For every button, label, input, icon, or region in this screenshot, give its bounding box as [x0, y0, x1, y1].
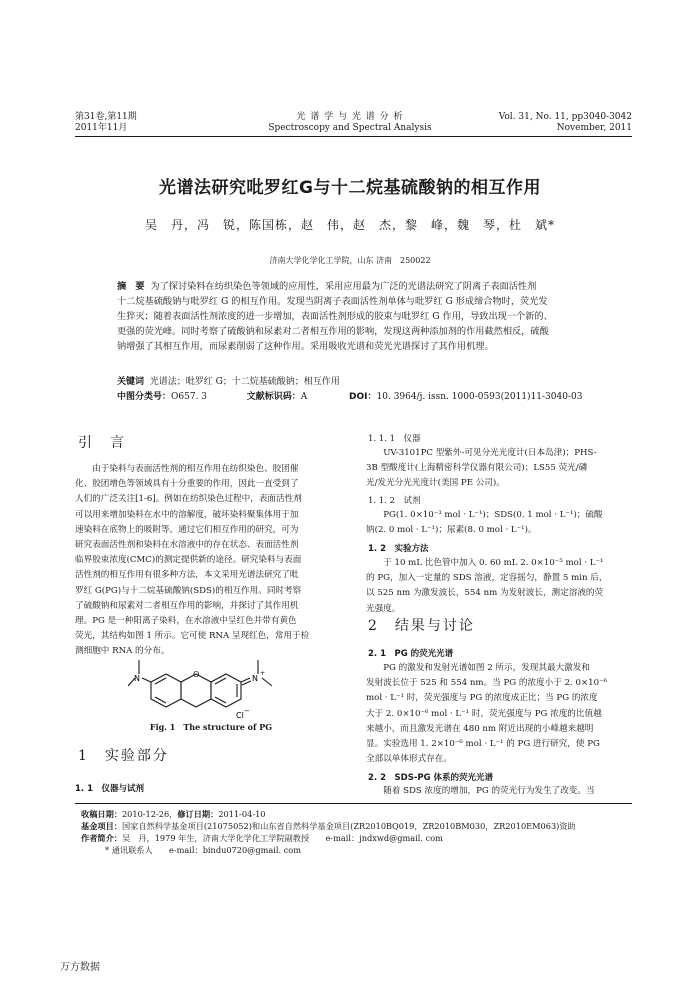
abstract-line: 十二烷基硫酸钠与吡罗红 G 的相互作用。发现当阴离子表面活性剂单体与吡罗红 G 形成缔合物时，荧光发	[117, 296, 548, 307]
text-line: PG(1. 0×10⁻³ mol · L⁻¹)；SDS(0. 1 mol · L⁻¹)；硫酸	[383, 510, 603, 520]
header-month: November, 2011	[556, 123, 632, 133]
text-line: 3B 型酸度计(上海精密科学仪器有限公司)；LS55 荧光/磷	[366, 463, 588, 474]
doi-label: DOI：	[349, 392, 377, 402]
header-volume: 第31卷,第11期	[75, 112, 137, 122]
text-line: 化、胶团增色等领域具有十分重要的作用，因此一直受到了	[75, 479, 299, 490]
text-line: 测细胞中 RNA 的分布。	[75, 646, 170, 657]
subsection-1-1: 1. 1 仪器与试剂	[75, 784, 145, 794]
chloride-label: Cl	[236, 711, 244, 720]
text-line: UV-3101PC 型紫外-可见分光光度计(日本岛津)；PHS-	[383, 448, 597, 458]
section-2-heading: 2 结果与讨论	[368, 618, 475, 634]
results-2-1-paragraph	[366, 661, 633, 767]
watermark-text: 万方数据	[60, 962, 100, 973]
iminium-n-label: N	[252, 674, 258, 683]
authors: 吴 丹，冯 锐，陈国栋，赵 伟，赵 杰，黎 峰，魏 琴，杜 斌*	[144, 218, 555, 232]
abstract-line: 更强的荧光峰。同时考察了硫酸钠和尿素对二者相互作用的影响，发现这两种添加剂的作用截然相反，硫酸	[117, 326, 549, 337]
keywords-text: 光谱法；吡罗红 G；十二烷基硫酸钠；相互作用	[149, 377, 340, 387]
subsection-2-2: 2. 2 SDS-PG 体系的荧光光谱	[368, 773, 494, 783]
classification	[117, 389, 617, 402]
abstract-label: 摘 要	[117, 281, 145, 292]
header-rule	[75, 136, 632, 137]
text-line: 钠(2. 0 mol · L⁻¹)；尿素(8. 0 mol · L⁻¹)。	[366, 525, 537, 536]
abstract	[117, 279, 617, 354]
fund-text: 国家自然科学基金项目(21075052)和山东省自然科学基金项目(ZR2010BQ019，ZR2010BM030，ZR2010EM063)资助	[121, 821, 576, 831]
text-line: 来越小，而且激发光谱在 480 nm 附近出现的小峰越来越明	[366, 723, 594, 734]
text-line: 活性剂的相互作用有很多种方法，本文采用光谱法研究了吡	[75, 570, 299, 581]
figure-1-caption: Fig. 1 The structure of PG	[149, 722, 273, 732]
text-line: 理。PG 是一种阳离子染料，在水溶液中呈红色并带有黄色	[75, 616, 297, 627]
reagent-paragraph	[366, 508, 633, 538]
text-line: 人们的广泛关注[1-6]。例如在纺织染色过程中，表面活性剂	[75, 494, 302, 505]
journal-title-cn: 光 谱 学 与 光 谱 分 析	[296, 112, 404, 122]
header-pages: Vol. 31, No. 11, pp3040-3042	[498, 112, 632, 122]
text-line: 研究表面活性剂和染料在水溶液中的存在状态、表面活性剂	[75, 540, 299, 551]
received-date: 2010-12-26，	[121, 809, 178, 819]
subsubsection-1-1-2: 1. 1. 2 试剂	[368, 496, 421, 506]
text-line: 大于 2. 0×10⁻⁶ mol · L⁻¹ 时，荧光强度与 PG 浓度的比值越	[366, 708, 602, 719]
text-line: 于 10 mL 比色管中加入 0. 60 mL 2. 0×10⁻⁵ mol · L⁻¹	[383, 558, 604, 568]
abstract-line: 钠增强了其相互作用，而尿素削弱了这种作用。采用吸收光谱和荧光光谱探讨了其作用机理。	[117, 341, 494, 352]
doc-code-value: A	[300, 392, 308, 402]
footnotes	[81, 808, 641, 856]
revised-label: 修订日期：	[177, 809, 219, 819]
clc-value: O657. 3	[171, 392, 208, 402]
amine-n-label: N	[134, 674, 140, 683]
results-2-2-paragraph	[366, 784, 633, 799]
text-line: 全部以单体形式存在。	[366, 754, 452, 765]
section-1-heading: 1 实验部分	[78, 748, 169, 764]
text-line: 罗红 G(PG)与十二烷基硫酸钠(SDS)的相互作用。同时考察	[75, 585, 302, 596]
received-label: 收稿日期：	[81, 809, 122, 819]
method-paragraph	[366, 556, 633, 617]
bio-text: 吴 丹，1979 年生，济南大学化学化工学院副教授 e-mail：jndxwd@gmail. com	[121, 833, 443, 843]
paper-title: 光谱法研究吡罗红G与十二烷基硫酸钠的相互作用	[159, 178, 541, 198]
subsection-1-2: 1. 2 实验方法	[368, 544, 429, 554]
journal-title-en: Spectroscopy and Spectral Analysis	[268, 123, 432, 133]
doc-code-label: 文献标识码：	[246, 392, 301, 402]
subsubsection-1-1-1: 1. 1. 1 仪器	[368, 434, 421, 444]
plus-charge-label: +	[260, 670, 266, 677]
pg-structure-figure	[128, 658, 298, 720]
text-line: PG 的激发和发射光谱如图 2 所示，发现其最大激发和	[383, 663, 590, 673]
intro-heading: 引 言	[78, 435, 126, 451]
doi-value: 10. 3964/j. issn. 1000-0593(2011)11-3040-03	[376, 392, 583, 402]
text-line: 显。实验选用 1. 2×10⁻⁶ mol · L⁻¹ 的 PG 进行研究，使 PG	[366, 739, 600, 750]
header-date: 2011年11月	[75, 123, 128, 133]
text-line: 了硫酸钠和尿素对二者相互作用的影响，并探讨了其作用机	[75, 600, 299, 611]
text-line: 速染料在底物上的吸附等。通过它们相互作用的研究，可为	[75, 524, 299, 535]
text-line: 临界胶束浓度(CMC)的测定提供新的途径。研究染料与表面	[75, 555, 302, 566]
ring-oxygen-label: O	[193, 670, 200, 679]
text-line: mol · L⁻¹ 时，荧光强度与 PG 的浓度成正比；当 PG 的浓度	[366, 693, 598, 704]
abstract-line: 为了探讨染料在纺织染色等领域的应用性，采用应用最为广泛的光谱法研究了阴离子表面活性剂	[150, 281, 537, 292]
abstract-line: 生猝灭；随着表面活性剂浓度的进一步增加，表面活性剂形成的胶束与吡罗红 G 作用，导致出现一个新的、	[117, 311, 553, 322]
subsection-2-1: 2. 1 PG 的荧光光谱	[368, 649, 454, 659]
affiliation: 济南大学化学化工学院，山东 济南 250022	[269, 256, 431, 265]
fund-label: 基金项目：	[81, 821, 122, 831]
text-line: 光强度。	[366, 603, 401, 614]
clc-label: 中图分类号：	[117, 392, 172, 402]
instrument-paragraph	[366, 446, 633, 492]
left-benzene-ring	[151, 674, 181, 707]
text-line: 发射波长位于 525 和 554 nm。当 PG 的浓度小于 2. 0×10⁻⁶	[366, 678, 608, 689]
text-line: 荧光，其结构如图 1 所示。它可使 RNA 呈现红色，常用于检	[75, 631, 310, 642]
keywords	[117, 374, 340, 387]
intro-paragraph	[75, 462, 347, 660]
text-line: 可以用来增加染料在水中的溶解度，破坏染料聚集体用于加	[75, 509, 299, 520]
text-line: 的 PG，加入一定量的 SDS 溶液，定容摇匀，静置 5 min 后，	[366, 573, 608, 584]
bio-label: 作者简介：	[81, 833, 122, 843]
text-line: 由于染料与表面活性剂的相互作用在纺织染色、胶团催	[92, 464, 299, 474]
footnote-rule	[75, 803, 632, 804]
keywords-label: 关键词	[117, 377, 145, 387]
minus-charge-label: −	[244, 707, 250, 715]
corresponding-author: * 通讯联系人 e-mail：bindu0720@gmail. com	[105, 845, 301, 855]
text-line: 光/发光分光光度计(美国 PE 公司)。	[366, 478, 505, 489]
text-line: 以 525 nm 为激发波长，554 nm 为发射波长，测定溶液的荧	[366, 588, 604, 599]
text-line: 随着 SDS 浓度的增加，PG 的荧光行为发生了改变。当	[383, 786, 595, 796]
revised-date: 2011-04-10	[218, 809, 266, 819]
